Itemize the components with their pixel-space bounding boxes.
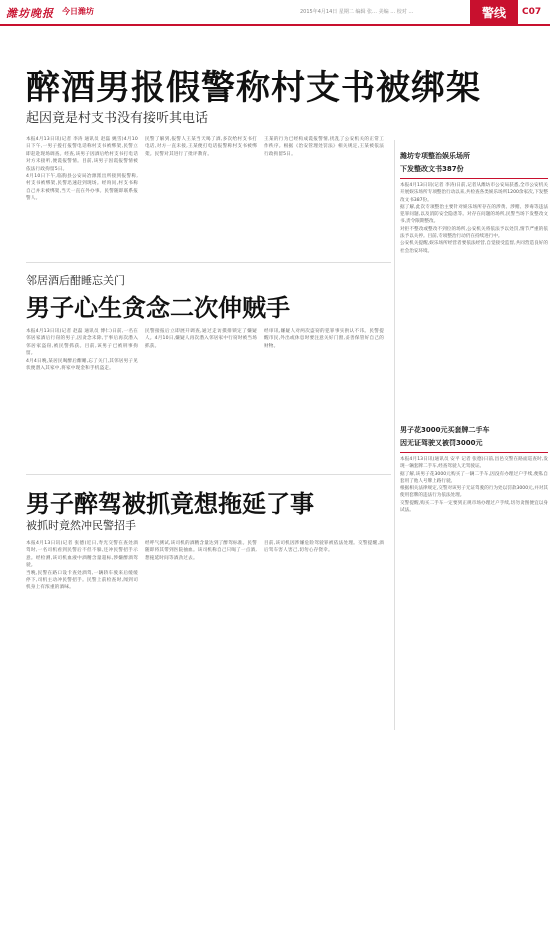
sidebar1-paragraph: 据了解,此次专项整治主要针对娱乐场所存在的涉黄、涉赌、涉毒等违法犯罪问题,以及消防安全隐患等。对存在问题的场所,民警当场下发整改文书,责令限期整改。 bbox=[400, 204, 548, 225]
section-divider bbox=[26, 262, 391, 263]
story2-kicker: 邻居酒后酣睡忘关门 bbox=[26, 274, 125, 287]
story1-column-1 bbox=[26, 136, 138, 258]
story1-column-3 bbox=[264, 136, 384, 258]
page-header bbox=[0, 0, 550, 26]
sidebar2-paragraph: 根据相关法律规定,交警对该男子无证驾驶的行为处以罚款3000元,并对其使用套牌的违法行为依法处理。 bbox=[400, 486, 548, 499]
story3-column-1 bbox=[26, 540, 138, 730]
story2-headline: 男子心生贪念二次伸贼手 bbox=[26, 294, 290, 322]
sidebar2-title-line1: 男子花3000元买套牌二手车 bbox=[400, 426, 490, 434]
story2-paragraph: 经审讯,嫌疑人对两次盗窃的犯罪事实供认不讳。民警提醒市民,外出或休息时要注意关好门窗,妥善保管好自己的财物。 bbox=[264, 329, 384, 349]
sidebar2-paragraph: 交警提醒,购买二手车一定要到正规市场办理过户手续,切勿贪图便宜以身试法。 bbox=[400, 500, 548, 514]
sidebar-story-2 bbox=[400, 424, 548, 734]
sidebar1-paragraph: 本报4月13日讯(记者 李涛)日前,记者从潍坊市公安局获悉,全市公安机关开展娱乐场所专项整治行动以来,共检查各类娱乐场所1200余家次,下发整改文书387份。 bbox=[400, 183, 548, 203]
story3-headline: 男子醉驾被抓竟想拖延了事 bbox=[26, 490, 314, 518]
story3-subhead: 被抓时竟然冲民警招手 bbox=[26, 519, 136, 532]
page-number: C07 bbox=[522, 7, 542, 17]
paper-logo: 潍坊晚报 bbox=[6, 7, 54, 20]
story3-paragraph: 当晚,民警在路口设卡查处酒驾,一辆轿车驶来后缓缓停下,司机主动冲民警招手。民警上前检查时,闻到司机身上有浓重的酒味。 bbox=[26, 570, 138, 591]
sidebar2-body bbox=[400, 456, 548, 514]
sidebar1-paragraph: 公安机关提醒,娱乐场所经营者要依法经营,自觉接受监督,共同营造良好的社会治安环境。 bbox=[400, 241, 548, 254]
column-divider bbox=[394, 140, 395, 730]
story3-paragraph: 经呼气测试,该司机的酒精含量达到了醉驾标准。民警随即将其带到医院抽血。该司机称自己只喝了一点酒,想拖延时间等酒劲过去。 bbox=[145, 541, 257, 561]
story2-column-3 bbox=[264, 328, 384, 468]
story1-headline: 醉酒男报假警称村支书被绑架 bbox=[26, 68, 481, 108]
section-divider bbox=[26, 474, 391, 475]
sidebar-story-1 bbox=[400, 150, 548, 410]
sidebar2-title-line2: 因无证驾驶又被罚3000元 bbox=[400, 439, 483, 447]
story1-column-2 bbox=[145, 136, 257, 258]
story1-paragraph: 民警了解到,报警人王某当天喝了酒,多次给村支书打电话,对方一直未接,王某便打电话报警称村支书被绑架。民警对其进行了批评教育。 bbox=[145, 137, 257, 157]
story1-subhead: 起因竟是村支书没有接听其电话 bbox=[26, 111, 209, 126]
story2-paragraph: 本报4月13日讯(记者 赵磊 通讯员 博仁)日前,一名在邻居家酒后行窃的男子,因贪念未除,于事后再次潜入邻居家盗窃,被民警抓获。目前,该男子已被刑事拘留。 bbox=[26, 329, 138, 357]
story1-paragraph: 本报4月13日讯(记者 李涛 通讯员 赵磊 姚雪)4月10日下午,一男子拨打报警电话称村支书被绑架,民警立即赶赴现场调查。经查,该男子因酒后给村支书打电话对方未接听,便谎报警情。目前,该男子因谎报警情被依法行政拘留5日。 bbox=[26, 137, 138, 172]
section-tag: 今日潍坊 bbox=[62, 7, 94, 16]
story2-column-1 bbox=[26, 328, 138, 468]
sidebar2-title bbox=[400, 424, 548, 453]
sidebar1-paragraph: 对拒不整改或整改不到位的场所,公安机关将依法予以处罚,情节严重的依法予以关停。目前,专项整治行动仍在持续进行中。 bbox=[400, 226, 548, 240]
story3-paragraph: 目前,该司机因涉嫌危险驾驶罪被依法处理。交警提醒,酒后驾车害人害己,切勿心存侥幸。 bbox=[264, 541, 384, 554]
sidebar1-title bbox=[400, 150, 548, 179]
story2-paragraph: 民警接报后立即展开调查,通过走访摸排锁定了嫌疑人。4月10日,嫌疑人再次潜入邻居家中行窃时被当场抓获。 bbox=[145, 329, 257, 349]
story2-column-2 bbox=[145, 328, 257, 468]
section-badge: 警线 bbox=[470, 0, 518, 26]
header-meta: 2015年4月14日 星期二 编辑 张… 美编 … 校对 … bbox=[300, 9, 414, 15]
story2-paragraph: 4月4日晚,某居民喝醉后酣睡,忘了关门,其邻居男子见状便潜入其家中,将家中现金和手机盗走。 bbox=[26, 358, 138, 372]
story3-column-2 bbox=[145, 540, 257, 730]
sidebar1-body bbox=[400, 182, 548, 255]
sidebar1-title-line1: 潍坊专项整治娱乐场所 bbox=[400, 152, 470, 160]
sidebar2-paragraph: 本报4月13日讯(通讯员 安平 记者 张德)日前,昌邑交警在路面巡查时,发现一辆套牌二手车,经查驾驶人无驾驶证。 bbox=[400, 457, 548, 470]
story3-column-3 bbox=[264, 540, 384, 730]
sidebar2-paragraph: 据了解,该男子花3000元购买了一辆二手车,因没有办理过户手续,便私自套用了他人号牌上路行驶。 bbox=[400, 471, 548, 484]
story3-paragraph: 本报4月13日讯(记者 张德)近日,寿光交警在查处酒驾时,一名司机看到民警后不但不躲,还冲民警招手示意。经检测,该司机血液中酒精含量超标,涉嫌醉酒驾驶。 bbox=[26, 541, 138, 569]
sidebar1-title-line2: 下发整改文书387份 bbox=[400, 165, 464, 173]
story1-paragraph: 王某的行为已经构成谎报警情,扰乱了公安机关的正常工作秩序。根据《治安管理处罚法》相关规定,王某被依法行政拘留5日。 bbox=[264, 137, 384, 157]
story1-paragraph: 4月10日下午,临朐县公安局冶源派出所接到报警称,村支书被绑架,民警迅速赶到现场。经询问,村支书称自己并未被绑架,当天一直在外办事。民警随即联系报警人。 bbox=[26, 174, 138, 202]
